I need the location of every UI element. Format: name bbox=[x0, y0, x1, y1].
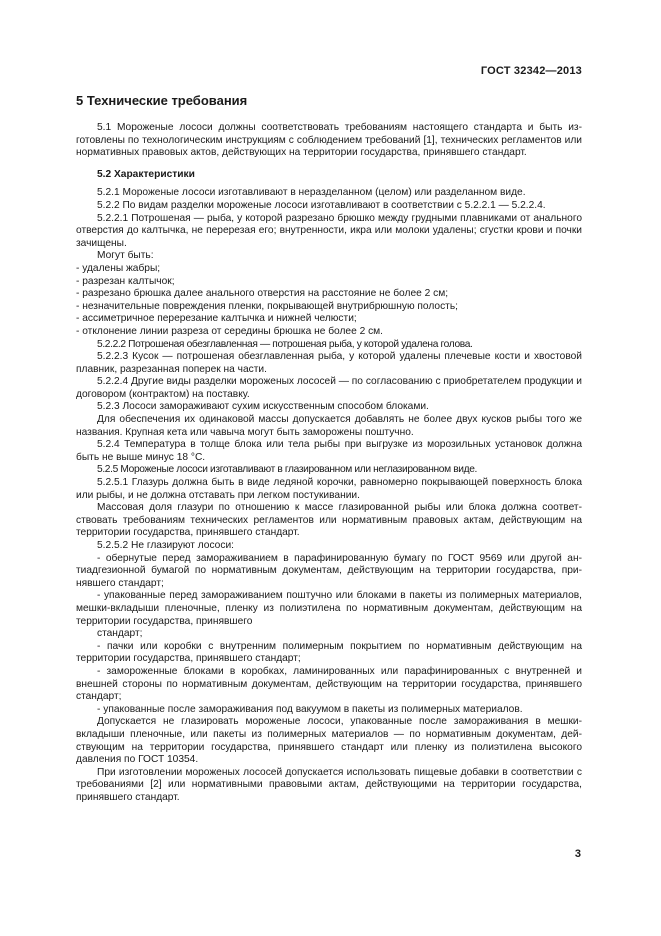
paragraph: 5.2.2.4 Другие виды разделки мороженых лососей — по согласованию с приобретателем продукции и договором (контрактом) на поставку. bbox=[76, 376, 582, 400]
paragraph: Массовая доля глазури по отношению к массе глазированной рыбы или блока должна соответствовать требованиям технических регламентов или нормативным правовых актам, действующим на территории государства, принявшего стандарт. bbox=[76, 502, 582, 539]
document-code: ГОСТ 32342—2013 bbox=[480, 65, 582, 77]
paragraph: 5.2.2.3 Кусок — потрошеная обезглавленная рыба, у которой удалены плечевые кости и хвостовой плавник, разрезанная поперек на части. bbox=[76, 351, 582, 375]
list-item: - ассиметричное перерезание калтычка и нижней челюсти; bbox=[76, 313, 357, 325]
list-item: - пачки или коробки с внутренним полимерным покрытием по нормативным действующим на территории государства, принявшего стандарт; bbox=[76, 640, 582, 665]
subsection-heading: 5.2 Характеристики bbox=[97, 168, 195, 180]
list-item: - отклонение линии разреза от середины брюшка не более 2 см. bbox=[76, 325, 384, 337]
paragraph: 5.1 Мороженые лососи должны соответствовать требованиям настоящего стандарта и быть изготовлены по технологическим инструкциям с соблюдением требований [1], технических регламентов или нормативных правовых актов, действующих на территории государства, принявшего стандарт. bbox=[76, 122, 582, 159]
document-body bbox=[76, 122, 582, 804]
paragraph: Для обеспечения их одинаковой массы допускается добавлять не более двух кусков рыбы того же названия. Крупная кета или чавыча могут быть заморожены поштучно. bbox=[76, 414, 582, 438]
list-item: - разрезано брюшка далее анального отверстия на расстояние не более 2 см; bbox=[76, 288, 449, 300]
paragraph: 5.2.2.1 Потрошеная — рыба, у которой разрезано брюшко между грудными плавниками от анального отверстия до калтычка, не перерезая его; внутренности, икра или молоки удалены; сгустки крови и почки зачищены. bbox=[76, 212, 582, 249]
paragraph: Могут быть: bbox=[97, 250, 154, 262]
list-item: - удалены жабры; bbox=[76, 262, 161, 274]
paragraph: 5.2.4 Температура в толще блока или тела рыбы при выгрузке из морозильных установок должна быть не выше минус 18 °С. bbox=[76, 439, 582, 463]
paragraph: 5.2.5 Мороженые лососи изготавливают в глазированном или неглазированном виде. bbox=[97, 464, 478, 476]
list-item: - незначительные повреждения пленки, покрывающей внутрибрюшную полость; bbox=[76, 300, 458, 312]
section-title: 5 Технические требования bbox=[76, 93, 248, 108]
paragraph: 5.2.2.2 Потрошеная обезглавленная — потрошеная рыба, у которой удалена голова. bbox=[97, 338, 473, 350]
list-item: - упакованные после замораживания под вакуумом в пакеты из полимерных материалов. bbox=[97, 703, 523, 715]
page-number: 3 bbox=[574, 848, 581, 860]
list-item: - разрезан калтычок; bbox=[76, 275, 175, 287]
paragraph: 5.2.5.2 Не глазируют лососи: bbox=[97, 540, 234, 551]
paragraph: 5.2.1 Мороженые лососи изготавливают в неразделанном (целом) или разделанном виде. bbox=[97, 187, 526, 199]
list-item: - обернутые перед замораживанием в парафинированную бумагу по ГОСТ 9569 или другой антиадгезионной бумагой по нормативным документам, действующим на территории государства, принявшего стандарт; bbox=[76, 552, 582, 589]
paragraph: 5.2.5.1 Глазурь должна быть в виде ледяной корочки, равномерно покрывающей поверхность блока или рыбы, и не должна отставать при легком постукивании. bbox=[76, 477, 582, 501]
list-item: стандарт; bbox=[97, 628, 143, 640]
paragraph: 5.2.3 Лососи замораживают сухим искусственным способом блоками. bbox=[97, 401, 429, 413]
paragraph: При изготовлении мороженых лососей допускается использовать пищевые добавки в соответствии с требованиями [2] или нормативными правовыми актам, действующими на территории государства, принявшего стандарт. bbox=[76, 766, 582, 803]
list-item: - замороженные блоками в коробках, ламинированных или парафинированных с внутренней и внешней стороны по нормативным документам, действующим на территории государства, принявшего стандарт; bbox=[76, 665, 582, 703]
paragraph: 5.2.2 По видам разделки мороженые лососи изготавливают в соответствии с 5.2.2.1 — 5.2.2.4. bbox=[97, 199, 546, 211]
paragraph: Допускается не глазировать мороженые лососи, упакованные после замораживания в мешки-вкладыши пленочные, или пакеты из полимерных материалов — по нормативным документам, действующим на территории государства, принявшего стандарт или пленку из полиэтилена высокого давления по ГОСТ 10354. bbox=[76, 716, 582, 766]
list-item: - упакованные перед замораживанием поштучно или блоками в пакеты из полимерных материалов, мешки-вкладыши пленочные, пленку из полиэтилена по нормативным документам, действующим на территории государства, принявшего bbox=[76, 590, 582, 627]
